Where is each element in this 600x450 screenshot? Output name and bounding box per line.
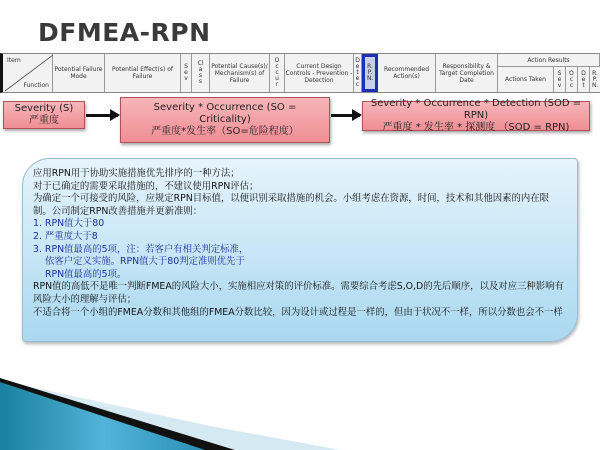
flow-zh: 严重度 xyxy=(29,115,59,126)
flow-en: Severity * Occurrence * Detection (SOD = RPN) xyxy=(370,98,582,121)
header-effect: Potential Effect(s) of Failure xyxy=(105,54,181,92)
flow-box-rpn xyxy=(362,98,590,133)
page-title: DFMEA-RPN xyxy=(38,18,211,47)
criteria-item-cont: 依客户定义实施。RPN值大于80判定准则优先于 xyxy=(45,256,245,268)
flow-zh: 严重度 * 发生率 * 探测度 （SOD = RPN) xyxy=(382,122,570,133)
fmea-table-header xyxy=(0,53,600,93)
header-cause: Potential Cause(s)/ Mechanism(s) of Failure xyxy=(210,54,270,92)
header-responsibility: Responsibility & Target Completion Date xyxy=(436,54,498,92)
flow-box-criticality xyxy=(120,97,330,143)
header-rpn-highlighted: R.P.N. xyxy=(367,63,374,82)
flow-en: Severity * Occurrence (SO = Criticality) xyxy=(153,102,297,125)
rpn-guidance-note xyxy=(22,158,578,342)
flow-en: Severity (S) xyxy=(14,103,74,114)
header-occur: Occur xyxy=(274,57,280,88)
header-actions-taken: Actions Taken xyxy=(498,67,554,92)
criteria-item-cont: RPN值最高的5项。 xyxy=(45,268,127,280)
header-failure-mode: Potential Failure Mode xyxy=(53,54,105,92)
note-line: 不适合将一个小组的FMEA分数和其他组的FMEA分数比较，因为设计或过程是一样的，但由于状况不一样，所以分数也会不一样 xyxy=(33,306,563,318)
header-recommended: Recommended Action(s) xyxy=(378,54,436,92)
header-result-det: Det xyxy=(581,69,586,89)
note-line: 为确定一个可接受的风险，应规定RPN目标值，以便识别采取措施的机会。小组考虑在资源，时间，技术和其他因素的内在限制。公司制定RPN改善措施并更新准则： xyxy=(33,193,550,217)
note-line: 对于已确定的需要采取措施的，不建议使用RPN评估； xyxy=(33,180,259,192)
header-detec: Detec xyxy=(355,57,360,88)
header-controls: Current Design Controls - Prevention - Detection xyxy=(285,54,354,92)
decorative-swoosh xyxy=(0,370,600,450)
arrow-right-icon xyxy=(86,114,118,117)
header-result-rpn: R.P.N. xyxy=(592,69,599,89)
note-line: 应用RPN用于协助实施措施优先排序的一种方法； xyxy=(33,168,240,179)
flow-zh: 严重度*发生率（SO=危险程度） xyxy=(151,126,299,137)
criteria-item: 2. 严重度大于8 xyxy=(33,230,98,242)
criteria-item: 1. RPN值大于80 xyxy=(33,218,105,230)
header-item: Item xyxy=(7,57,21,64)
header-function: Function xyxy=(23,82,49,89)
header-sev: Sev xyxy=(184,63,188,82)
criteria-item: 3. RPN值最高的5项，注：若客户有相关判定标准， xyxy=(33,243,249,255)
header-item-function xyxy=(3,54,53,92)
header-action-results: Action Results xyxy=(498,54,600,67)
flow-box-severity xyxy=(3,101,85,129)
header-result-occ: Occ xyxy=(569,69,574,89)
arrow-right-icon xyxy=(331,114,360,117)
header-class: Class xyxy=(197,60,204,85)
header-result-sev: Sev xyxy=(557,69,562,89)
note-line: RPN值的高低不是唯一判断FMEA的风险大小，实施相应对策的评价标准。需要综合考虑S,O,D的先后顺序，以及对应三种影响有风险大小的理解与评估； xyxy=(33,281,564,305)
